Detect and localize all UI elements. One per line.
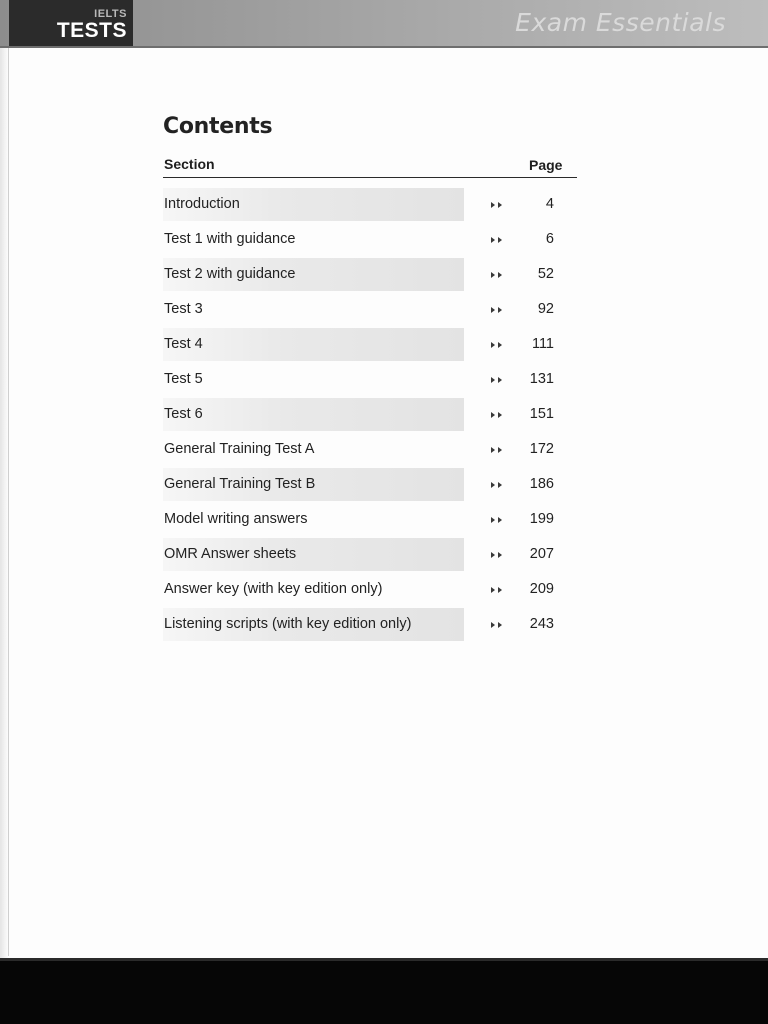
toc-row-page-number: 6 (545, 231, 554, 247)
toc-row-page-number: 243 (529, 616, 554, 632)
double-play-arrow-icon (490, 480, 504, 490)
brand-logo (9, 0, 133, 46)
double-play-arrow-icon (490, 235, 504, 245)
toc-row (163, 258, 583, 293)
double-play-arrow-icon (490, 445, 504, 455)
double-play-arrow-icon (490, 515, 504, 525)
double-play-arrow-icon (490, 620, 504, 630)
toc-row (163, 188, 583, 223)
toc-row-label: Test 4 (164, 336, 203, 352)
row-shade-band (163, 398, 464, 431)
double-play-arrow-icon (490, 305, 504, 315)
contents-title: Contents (163, 114, 273, 139)
toc-row-page-number: 131 (529, 371, 554, 387)
double-play-arrow-icon (490, 375, 504, 385)
brand-logo-small-text: IELTS (94, 8, 127, 20)
toc-row-label: General Training Test A (164, 441, 315, 457)
toc-row (163, 503, 583, 538)
toc-row (163, 433, 583, 468)
toc-row (163, 293, 583, 328)
double-play-arrow-icon (490, 200, 504, 210)
toc-row-label: OMR Answer sheets (164, 546, 297, 562)
header-rule (163, 177, 577, 178)
toc-row (163, 538, 583, 573)
table-of-contents (163, 188, 583, 643)
toc-row (163, 328, 583, 363)
double-play-arrow-icon (490, 270, 504, 280)
page-header-band (0, 0, 768, 48)
toc-row-label: Test 5 (164, 371, 203, 387)
series-title: Exam Essentials (515, 8, 726, 37)
toc-row-label: General Training Test B (164, 476, 316, 492)
toc-row (163, 608, 583, 643)
toc-row-page-number: 186 (529, 476, 554, 492)
page-column-header: Page (529, 157, 563, 173)
toc-row-label: Test 1 with guidance (164, 231, 296, 247)
bottom-scan-strip (0, 958, 768, 1024)
double-play-arrow-icon (490, 410, 504, 420)
toc-row-page-number: 209 (529, 581, 554, 597)
toc-row-label: Test 2 with guidance (164, 266, 296, 282)
scan-left-edge (0, 0, 9, 1024)
toc-row-page-number: 207 (529, 546, 554, 562)
toc-row (163, 398, 583, 433)
toc-row (163, 363, 583, 398)
toc-row-page-number: 199 (529, 511, 554, 527)
toc-row-page-number: 151 (529, 406, 554, 422)
double-play-arrow-icon (490, 585, 504, 595)
double-play-arrow-icon (490, 550, 504, 560)
toc-row-label: Model writing answers (164, 511, 308, 527)
toc-row-page-number: 52 (537, 266, 554, 282)
double-play-arrow-icon (490, 340, 504, 350)
toc-row-label: Answer key (with key edition only) (164, 581, 383, 597)
toc-row-page-number: 92 (537, 301, 554, 317)
toc-row-label: Listening scripts (with key edition only) (164, 616, 412, 632)
toc-row (163, 223, 583, 258)
brand-logo-main-text: TESTS (56, 19, 127, 42)
toc-row-label: Test 6 (164, 406, 203, 422)
toc-row-page-number: 111 (531, 336, 554, 352)
toc-row (163, 468, 583, 503)
toc-row-label: Test 3 (164, 301, 203, 317)
row-shade-band (163, 328, 464, 361)
toc-row (163, 573, 583, 608)
section-column-header: Section (164, 156, 215, 172)
toc-row-page-number: 4 (545, 196, 554, 212)
toc-row-page-number: 172 (529, 441, 554, 457)
toc-row-label: Introduction (164, 196, 240, 212)
